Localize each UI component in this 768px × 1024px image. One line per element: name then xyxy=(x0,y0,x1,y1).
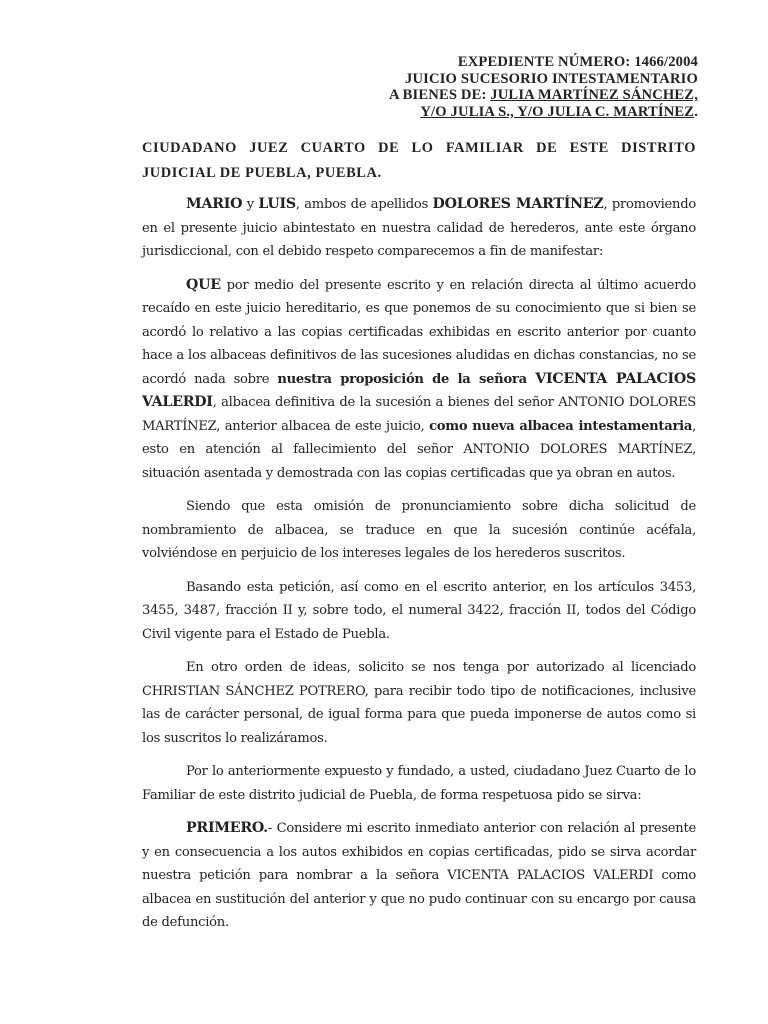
que-lead: QUE xyxy=(186,276,221,293)
case-estate-line xyxy=(389,87,698,104)
que-bold-1: nuestra proposición de la señora xyxy=(277,371,536,387)
estate-aliases: Y/O JULIA S., Y/O JULIA C. MARTÍNEZ xyxy=(420,103,695,120)
intro-conj: y xyxy=(242,197,259,212)
petitioner-name-1: MARIO xyxy=(186,196,243,212)
primero-lead: PRIMERO. xyxy=(186,820,268,836)
paragraph-que xyxy=(142,274,696,486)
petitioner-name-2: LUIS xyxy=(258,196,296,212)
paragraph-request: Por lo anteriormente expuesto y fundado, a usted, ciudadano Juez Cuarto de lo Familiar de este distrito judicial de Puebla, de forma respetuosa pido se sirva: xyxy=(142,764,696,803)
intro-mid: , ambos de apellidos xyxy=(295,197,433,212)
case-number: EXPEDIENTE NÚMERO: 1466/2004 xyxy=(457,54,698,70)
petitioner-surname: DOLORES MARTÍNEZ xyxy=(432,196,604,212)
que-text-2: , albacea definitiva de la sucesión a bienes del señor ANTONIO DOLORES MARTÍNEZ, anterior albacea de este juicio, xyxy=(142,395,696,434)
intro-rest: , promoviendo en el presente juicio abintestato en nuestra calidad de herederos, ante este órgano jurisdiccional, con el debido respeto comparecemos a fin de manifestar: xyxy=(142,197,696,259)
paragraph-omission: Siendo que esta omisión de pronunciamiento sobre dicha solicitud de nombramiento de albacea, se traduce en que la sucesión continúe acéfala, volviéndose en perjuicio de los intereses legales de los herederos suscritos. xyxy=(142,499,696,561)
case-header xyxy=(389,54,698,120)
case-estate-aliases xyxy=(389,104,698,121)
paragraph-legal-basis: Basando esta petición, así como en el escrito anterior, en los artículos 3453, 3455, 3487, fracción II y, sobre todo, el numeral 3422, fracción II, todos del Código Civil vigente para el Estado de Puebla. xyxy=(142,579,696,642)
paragraph-primero xyxy=(142,817,696,935)
document-body xyxy=(142,193,696,945)
que-bold-name: VICENTA PALACIOS VALERDI xyxy=(142,370,696,410)
que-text-1: por medio del presente escrito y en relación directa al último acuerdo recaído en este juicio hereditario, es que ponemos de su conocimiento que si bien se acordó lo relativo a las copias certificadas exhibidas en escrito anterior por cuanto hace a los albaceas definitivos de las sucesiones aludidas en dichas constancias, no se acordó nada sobre xyxy=(142,277,696,387)
addressee: CIUDADANO JUEZ CUARTO DE LO FAMILIAR DE ESTE DISTRITO JUDICIAL DE PUEBLA, PUEBLA. xyxy=(142,140,696,181)
que-bold-2: como nueva albacea intestamentaria xyxy=(429,418,693,434)
que-text-3: , esto en atención al fallecimiento del señor ANTONIO DOLORES MARTÍNEZ, situación asentada y demostrada con las copias certificadas que ya obran en autos. xyxy=(142,418,696,481)
case-type: JUICIO SUCESORIO INTESTAMENTARIO xyxy=(405,70,698,87)
estate-aliases-period: . xyxy=(694,103,698,120)
paragraph-authorization: En otro orden de ideas, solicito se nos tenga por autorizado al licenciado CHRISTIAN SÁNCHEZ POTRERO, para recibir todo tipo de notificaciones, inclusive las de carácter personal, de igual forma para que pueda imponerse de autos como si los suscritos lo realizáramos. xyxy=(142,660,696,746)
estate-prefix: A BIENES DE: xyxy=(388,87,491,104)
estate-name: JULIA MARTÍNEZ SÁNCHEZ, xyxy=(490,87,698,104)
paragraph-intro xyxy=(142,193,696,264)
primero-text: - Considere mi escrito inmediato anterior con relación al presente y en consecuencia a los autos exhibidos en copias certificadas, pido se sirva acordar nuestra petición para nombrar a la señora VICENTA PALACIOS VALERDI como albacea en sustitución del anterior y que no pudo continuar con su encargo por causa de defunción. xyxy=(142,821,696,930)
